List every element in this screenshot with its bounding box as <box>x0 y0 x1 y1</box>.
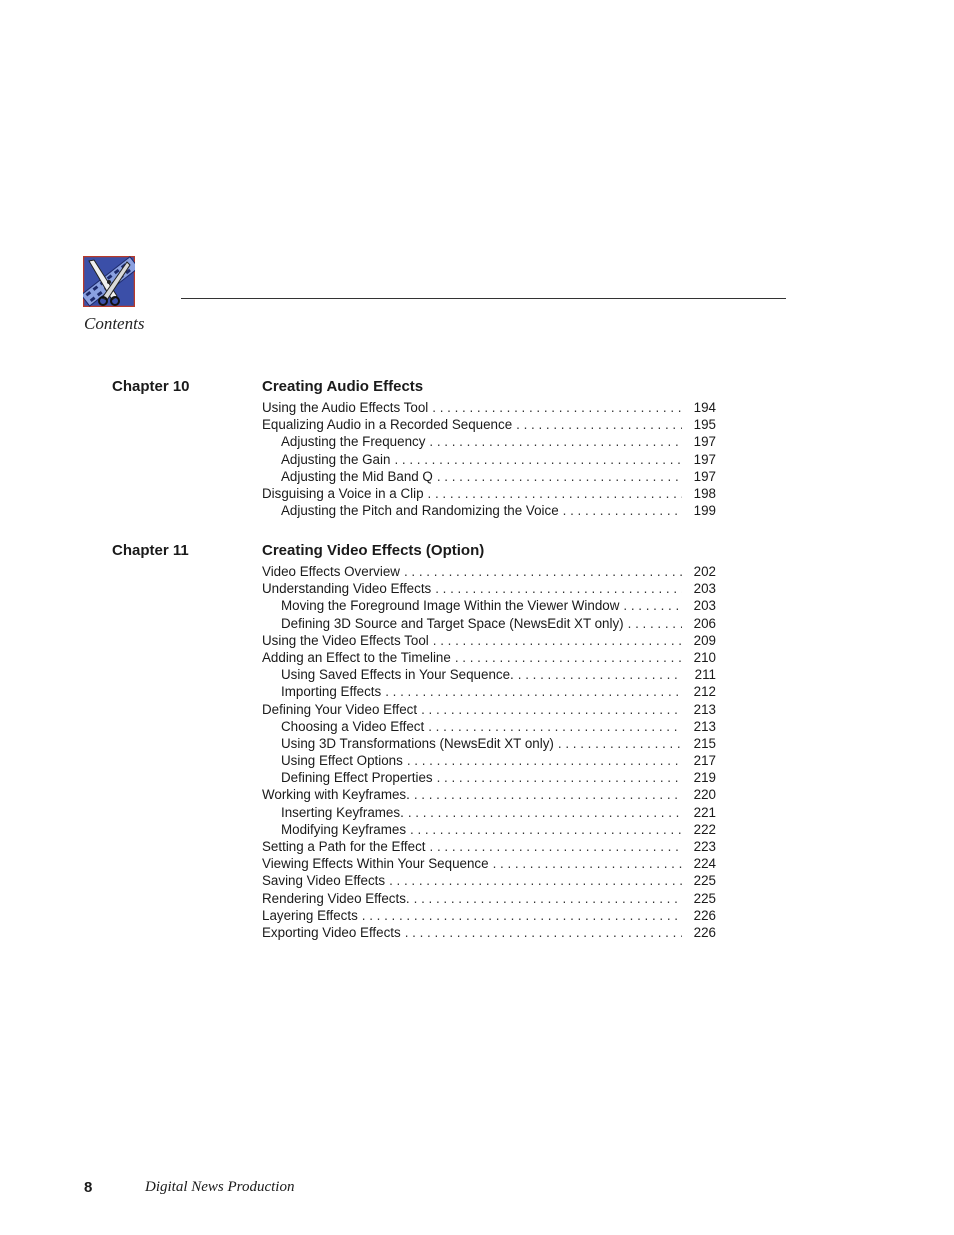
toc-entry[interactable] <box>262 666 716 683</box>
toc-entry-page: 194 <box>693 400 716 415</box>
toc-entry-page: 226 <box>693 924 716 940</box>
toc-entry-title: Setting a Path for the Effect <box>262 839 426 854</box>
toc-entry-page: 203 <box>693 581 716 597</box>
dot-leader <box>389 872 682 889</box>
toc-entry-title: Defining 3D Source and Target Space (NewsEdit XT only) <box>281 615 624 631</box>
toc-entry-title: Working with Keyframes. <box>262 787 410 803</box>
dot-leader <box>433 632 682 649</box>
toc-entry-page: 225 <box>693 890 716 906</box>
toc-entry[interactable] <box>262 890 716 907</box>
dot-leader <box>385 683 682 700</box>
toc-entry[interactable] <box>262 683 716 700</box>
toc-entry[interactable] <box>262 615 716 632</box>
dot-leader <box>421 701 682 718</box>
dot-leader <box>404 563 682 580</box>
toc-entry[interactable] <box>262 701 716 718</box>
dot-leader <box>429 433 682 450</box>
toc-entry[interactable] <box>262 399 716 416</box>
toc-entry-title: Viewing Effects Within Your Sequence <box>262 856 489 872</box>
toc-entry[interactable] <box>262 924 716 941</box>
dot-leader <box>623 597 682 614</box>
toc-entry-title: Defining Effect Properties <box>281 770 433 786</box>
toc-entry-page: 225 <box>693 873 716 889</box>
toc-entry-page: 211 <box>694 667 716 683</box>
toc-entry-page: 206 <box>693 615 716 631</box>
toc-entry-title: Rendering Video Effects. <box>262 890 410 906</box>
dot-leader <box>628 615 682 632</box>
toc-entry[interactable] <box>262 485 716 502</box>
toc-entry[interactable] <box>262 786 716 803</box>
chapter-title: Creating Video Effects (Option) <box>262 542 485 559</box>
toc-entry[interactable] <box>262 855 716 872</box>
dot-leader <box>362 907 682 924</box>
toc-entry[interactable] <box>262 804 716 821</box>
toc-entry[interactable] <box>262 502 716 519</box>
toc-entry[interactable] <box>262 649 716 666</box>
header-rule <box>181 298 786 299</box>
toc-entry-page: 197 <box>693 434 716 450</box>
toc-entry-title: Adjusting the Pitch and Randomizing the Voice <box>281 503 559 519</box>
toc-entry-page: 224 <box>693 856 716 872</box>
film-scissors-logo-icon <box>83 256 135 307</box>
toc-entry-page: 221 <box>693 804 716 820</box>
toc-entry[interactable] <box>262 821 716 838</box>
toc-entry-list <box>262 399 716 519</box>
toc-entry-title: Disguising a Voice in a Clip <box>262 485 424 501</box>
dot-leader <box>428 718 682 735</box>
toc-entry[interactable] <box>262 416 716 433</box>
chapter-title: Creating Audio Effects <box>262 378 424 395</box>
toc-entry-list <box>262 563 716 941</box>
section-title: Contents <box>84 314 145 333</box>
dot-leader <box>407 752 682 769</box>
toc-entry-title: Understanding Video Effects <box>262 581 432 597</box>
toc-entry[interactable] <box>262 838 716 855</box>
toc-entry-title: Using the Video Effects Tool <box>262 632 429 648</box>
toc-entry[interactable] <box>262 769 716 786</box>
toc-entry-title: Modifying Keyframes <box>281 821 407 837</box>
toc-entry-page: 210 <box>693 649 716 665</box>
toc-entry-title: Choosing a Video Effect <box>281 718 425 734</box>
toc-entry-title: Exporting Video Effects <box>262 924 401 940</box>
toc-entry-title: Adjusting the Mid Band Q <box>281 468 433 484</box>
toc-entry[interactable] <box>262 872 716 889</box>
dot-leader <box>430 838 682 855</box>
toc-entry[interactable] <box>262 907 716 924</box>
dot-leader <box>518 666 682 683</box>
toc-entry-title: Using Saved Effects in Your Sequence. <box>281 667 514 683</box>
dot-leader <box>408 804 682 821</box>
toc-entry-page: 220 <box>693 787 716 803</box>
toc-entry-page: 215 <box>693 735 716 751</box>
dot-leader <box>432 399 682 416</box>
dot-leader <box>493 855 682 872</box>
toc-entry-page: 202 <box>693 564 716 579</box>
toc-entry-page: 219 <box>693 770 716 786</box>
dot-leader <box>437 468 682 485</box>
toc-entry-page: 199 <box>693 503 716 519</box>
toc-entry-title: Using Effect Options <box>281 753 403 769</box>
toc-entry[interactable] <box>262 632 716 649</box>
toc-entry-title: Equalizing Audio in a Recorded Sequence <box>262 417 513 433</box>
dot-leader <box>410 821 682 838</box>
toc-entry-page: 223 <box>693 839 716 854</box>
toc-entry-title: Adjusting the Gain <box>281 451 391 467</box>
toc-entry[interactable] <box>262 468 716 485</box>
dot-leader <box>516 416 682 433</box>
toc-entry[interactable] <box>262 735 716 752</box>
toc-entry-page: 197 <box>693 451 716 467</box>
dot-leader <box>414 786 682 803</box>
footer-page-number: 8 <box>84 1179 93 1196</box>
toc-entry-title: Using 3D Transformations (NewsEdit XT only) <box>281 735 554 751</box>
toc-entry-title: Adjusting the Frequency <box>281 434 426 450</box>
chapter-label: Chapter 10 <box>112 378 190 395</box>
dot-leader <box>563 502 682 519</box>
toc-entry[interactable] <box>262 597 716 614</box>
dot-leader <box>428 485 682 502</box>
dot-leader <box>394 451 682 468</box>
toc-entry-page: 197 <box>693 468 716 484</box>
toc-entry-title: Adding an Effect to the Timeline <box>262 649 451 665</box>
toc-entry-title: Importing Effects <box>281 684 382 700</box>
toc-entry-title: Video Effects Overview <box>262 564 400 579</box>
toc-entry-title: Saving Video Effects <box>262 873 386 889</box>
dot-leader <box>435 580 682 597</box>
toc-entry-page: 213 <box>693 701 716 717</box>
chapter-label: Chapter 11 <box>112 542 189 559</box>
toc-entry[interactable] <box>262 718 716 735</box>
toc-entry-title: Layering Effects <box>262 907 358 923</box>
dot-leader <box>414 890 682 907</box>
toc-entry-page: 217 <box>693 753 716 769</box>
toc-entry[interactable] <box>262 580 716 597</box>
toc-entry-title: Inserting Keyframes. <box>281 804 404 820</box>
dot-leader <box>405 924 682 941</box>
dot-leader <box>437 769 682 786</box>
dot-leader <box>455 649 682 666</box>
toc-entry[interactable] <box>262 563 716 580</box>
footer-book-title: Digital News Production <box>145 1179 295 1195</box>
toc-entry-page: 213 <box>693 718 716 734</box>
toc-entry-page: 222 <box>693 821 716 837</box>
toc-entry-page: 212 <box>693 684 716 700</box>
toc-entry-title: Defining Your Video Effect <box>262 701 418 717</box>
dot-leader <box>558 735 682 752</box>
toc-entry-page: 195 <box>693 417 716 433</box>
toc-entry[interactable] <box>262 451 716 468</box>
toc-entry-title: Moving the Foreground Image Within the Viewer Window <box>281 598 620 614</box>
toc-entry[interactable] <box>262 433 716 450</box>
toc-entry-page: 226 <box>693 907 716 923</box>
toc-entry-title: Using the Audio Effects Tool <box>262 400 429 415</box>
toc-entry[interactable] <box>262 752 716 769</box>
toc-entry-page: 209 <box>693 632 716 648</box>
toc-entry-page: 198 <box>693 485 716 501</box>
toc-entry-page: 203 <box>693 598 716 614</box>
